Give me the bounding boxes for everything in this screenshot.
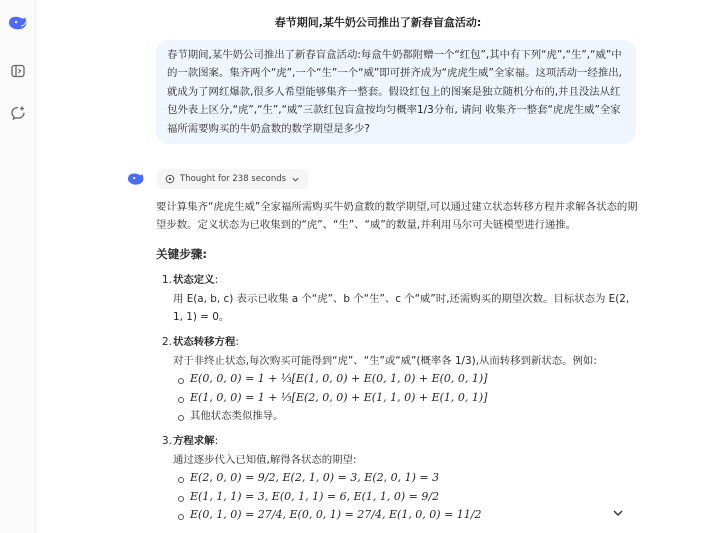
thought-icon	[165, 174, 175, 184]
equation-line: E(1, 0, 0) = 1 + ⅓[E(2, 0, 0) + E(1, 1, 0) + E(1, 0, 1)]	[173, 389, 638, 407]
step-number: 1.	[162, 274, 172, 287]
step-number: 3.	[162, 435, 172, 448]
step-item	[156, 333, 638, 425]
answer-intro: 要计算集齐“虎虎生威”全家福所需购买牛奶盒数的数学期望,可以通过建立状态转移方程并求解各状态的期望步数。定义状态为已收集到的“虎”、“生”、“威”的数量,并利用马尔可夫链模型进行递推。	[156, 201, 638, 232]
equation-line: E(2, 0, 0) = 9/2, E(2, 1, 0) = 3, E(2, 0, 1) = 3	[173, 469, 638, 487]
step-colon: :	[214, 274, 219, 287]
conversation-title: 春节期间,某牛奶公司推出了新春盲盒活动:	[274, 16, 482, 29]
new-chat-icon[interactable]	[7, 102, 29, 124]
step-title: 状态转移方程	[173, 336, 236, 349]
sidebar	[0, 0, 36, 533]
step-title: 方程求解	[173, 435, 215, 448]
step-title: 状态定义	[173, 274, 215, 287]
chevron-down-icon	[611, 506, 625, 520]
step-colon: :	[235, 336, 239, 349]
chevron-down-icon	[291, 175, 300, 184]
sub-text: 其他状态类似推导。	[173, 407, 638, 425]
step-number: 2.	[162, 336, 172, 349]
step-text: 通过逐步代入已知值,解得各状态的期望:	[173, 453, 357, 466]
user-message-text: 春节期间,某牛奶公司推出了新春盲盒活动:每盒牛奶都附赠一个“红包”,其中有下列“虎”,“生”,“威”中的一款图案。集齐两个“虎”,一个“生”一个“威”即可拼齐成为“虎虎生威”全家福。这项活动一经推出,就成为了网红爆款,很多人希望能够集齐一整套。假设红包上的图案是独立随机分布的,并且没法从红包外表上区分,“虎”,“生”,“威”三款红包盲盒按均匀概率1/3分布, 请问 收集齐一整套“虎虎生威”全家福所需要购买的牛奶盒数的数学期望是多少?	[167, 49, 622, 135]
step-text: 用 E(a, b, c) 表示已收集 a 个“虎”、b 个“生”、c 个“威”时,还需购买的期望次数。目标状态为 E(2, 1, 1) = 0。	[173, 292, 630, 324]
thought-toggle-button[interactable]	[157, 169, 308, 189]
section-heading: 关键步骤:	[156, 246, 208, 261]
user-message-bubble	[156, 40, 636, 144]
whale-logo-icon	[126, 171, 146, 187]
sidebar-toggle-icon[interactable]	[7, 60, 29, 82]
scroll-to-bottom-button[interactable]	[606, 501, 630, 525]
assistant-avatar	[126, 169, 146, 189]
assistant-answer	[156, 198, 638, 532]
step-text: 对于非终止状态,每次购买可能得到“虎”、“生”或“威”(概率各 1/3),从而转移到新状态。例如:	[173, 354, 597, 367]
equation-line: E(0, 0, 0) = 1 + ⅓[E(1, 0, 0) + E(0, 1, 0) + E(0, 0, 1)]	[173, 370, 638, 388]
equation-line: E(1, 1, 1) = 3, E(0, 1, 1) = 6, E(1, 1, 0) = 9/2	[173, 488, 638, 506]
step-item	[156, 432, 638, 524]
step-colon: :	[214, 435, 219, 448]
equation-line: E(0, 1, 0) = 27/4, E(0, 0, 1) = 27/4, E(1, 0, 0) = 11/2	[173, 506, 638, 524]
step-item	[156, 271, 638, 326]
thought-label: Thought for 238 seconds	[180, 174, 287, 184]
